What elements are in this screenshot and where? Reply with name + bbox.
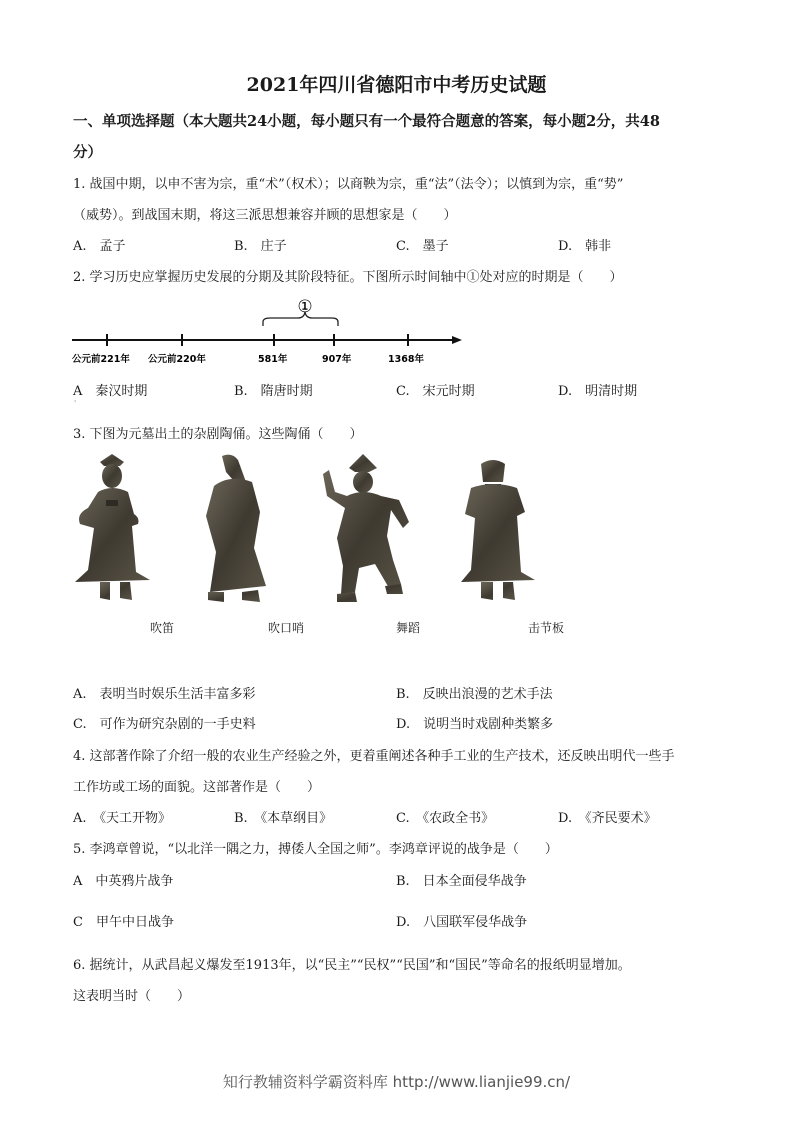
caption-whistle: 吹口哨 bbox=[268, 621, 305, 635]
question-4-line1: 4. 这部著作除了介绍一般的农业生产经验之外，更着重阐述各种手工业的生产技术，还反映出明代一些手 bbox=[73, 749, 675, 764]
section-heading-line1: 一、单项选择题（本大题共24小题，每小题只有一个最符合题意的答案，每小题2分，共48 bbox=[73, 113, 660, 130]
question-6-line1: 6. 据统计，从武昌起义爆发至1913年，以“民主”“民权”“民国”和“国民”等命名的报纸明显增加。 bbox=[73, 958, 631, 973]
q5-option-b: B. 日本全面侵华战争 bbox=[396, 874, 527, 889]
figurine-whistler bbox=[206, 455, 266, 602]
q5-option-c: C 甲午中日战争 bbox=[73, 915, 174, 930]
figurine-clapper-player bbox=[461, 460, 535, 600]
question-1-line1: 1. 战国中期，以申不害为宗，重“术”（权术）；以商鞅为宗，重“法”（法令）；以慎到为宗，重“势” bbox=[73, 177, 624, 192]
question-4-line2: 工作坊或工场的面貌。这部著作是（ ） bbox=[73, 780, 321, 795]
figurines-svg bbox=[70, 452, 590, 612]
q2-option-a: A 秦汉时期 bbox=[73, 384, 148, 399]
timeline-label-1368: 1368年 bbox=[388, 354, 424, 365]
pottery-figurines-image bbox=[70, 452, 590, 637]
q5-option-a: A 中英鸦片战争 bbox=[73, 874, 174, 889]
stray-mark: ' bbox=[74, 399, 77, 408]
q3-option-d: D. 说明当时戏剧种类繁多 bbox=[396, 717, 554, 732]
question-2-line1: 2. 学习历史应掌握历史发展的分期及其阶段特征。下图所示时间轴中①处对应的时期是（ ） bbox=[73, 270, 623, 285]
timeline-marker: ① bbox=[297, 297, 313, 317]
figurine-flute-player bbox=[75, 454, 150, 600]
question-6-line2: 这表明当时（ ） bbox=[73, 989, 191, 1004]
page-title: 2021年四川省德阳市中考历史试题 bbox=[246, 74, 547, 96]
q3-option-a: A. 表明当时娱乐生活丰富多彩 bbox=[73, 687, 256, 702]
q4-option-a: A. 《天工开物》 bbox=[73, 811, 172, 826]
caption-flute: 吹笛 bbox=[150, 621, 175, 635]
question-5-line1: 5. 李鸿章曾说，“以北洋一隅之力，搏倭人全国之师”。李鸿章评说的战争是（ ） bbox=[73, 842, 558, 857]
q4-option-b: B. 《本草纲目》 bbox=[234, 811, 333, 826]
q1-option-b: B. 庄子 bbox=[234, 239, 287, 254]
q1-option-d: D. 韩非 bbox=[558, 239, 612, 254]
question-3-line1: 3. 下图为元墓出土的杂剧陶俑。这些陶俑（ ） bbox=[73, 427, 363, 442]
q3-option-b: B. 反映出浪漫的艺术手法 bbox=[396, 687, 553, 702]
caption-dance: 舞蹈 bbox=[396, 621, 421, 635]
q3-option-c: C. 可作为研究杂剧的一手史料 bbox=[73, 717, 256, 732]
timeline-svg bbox=[70, 292, 470, 372]
q2-option-b: B. 隋唐时期 bbox=[234, 384, 313, 399]
caption-clapper: 击节板 bbox=[528, 621, 565, 635]
footer-watermark: 知行教辅资料学霸资料库 http://www.lianjie99.cn/ bbox=[222, 1073, 571, 1091]
timeline-label-221bc: 公元前221年 bbox=[72, 354, 130, 365]
q1-option-c: C. 墨子 bbox=[396, 239, 449, 254]
section-heading-line2: 分） bbox=[73, 144, 102, 161]
q5-option-d: D. 八国联军侵华战争 bbox=[396, 915, 528, 930]
question-1-line2: （威势）。到战国末期，将这三派思想兼容并顾的思想家是（ ） bbox=[73, 208, 457, 223]
q2-option-d: D. 明清时期 bbox=[558, 384, 638, 399]
timeline-label-220bc: 公元前220年 bbox=[148, 354, 206, 365]
timeline-label-581: 581年 bbox=[258, 354, 288, 365]
q4-option-d: D. 《齐民要术》 bbox=[558, 811, 657, 826]
q1-option-a: A. 孟子 bbox=[73, 239, 126, 254]
q2-option-c: C. 宋元时期 bbox=[396, 384, 475, 399]
q4-option-c: C. 《农政全书》 bbox=[396, 811, 495, 826]
timeline-diagram bbox=[70, 292, 470, 372]
timeline-label-907: 907年 bbox=[322, 354, 352, 365]
timeline-arrowhead bbox=[452, 336, 462, 344]
figurine-dancer bbox=[323, 454, 409, 602]
